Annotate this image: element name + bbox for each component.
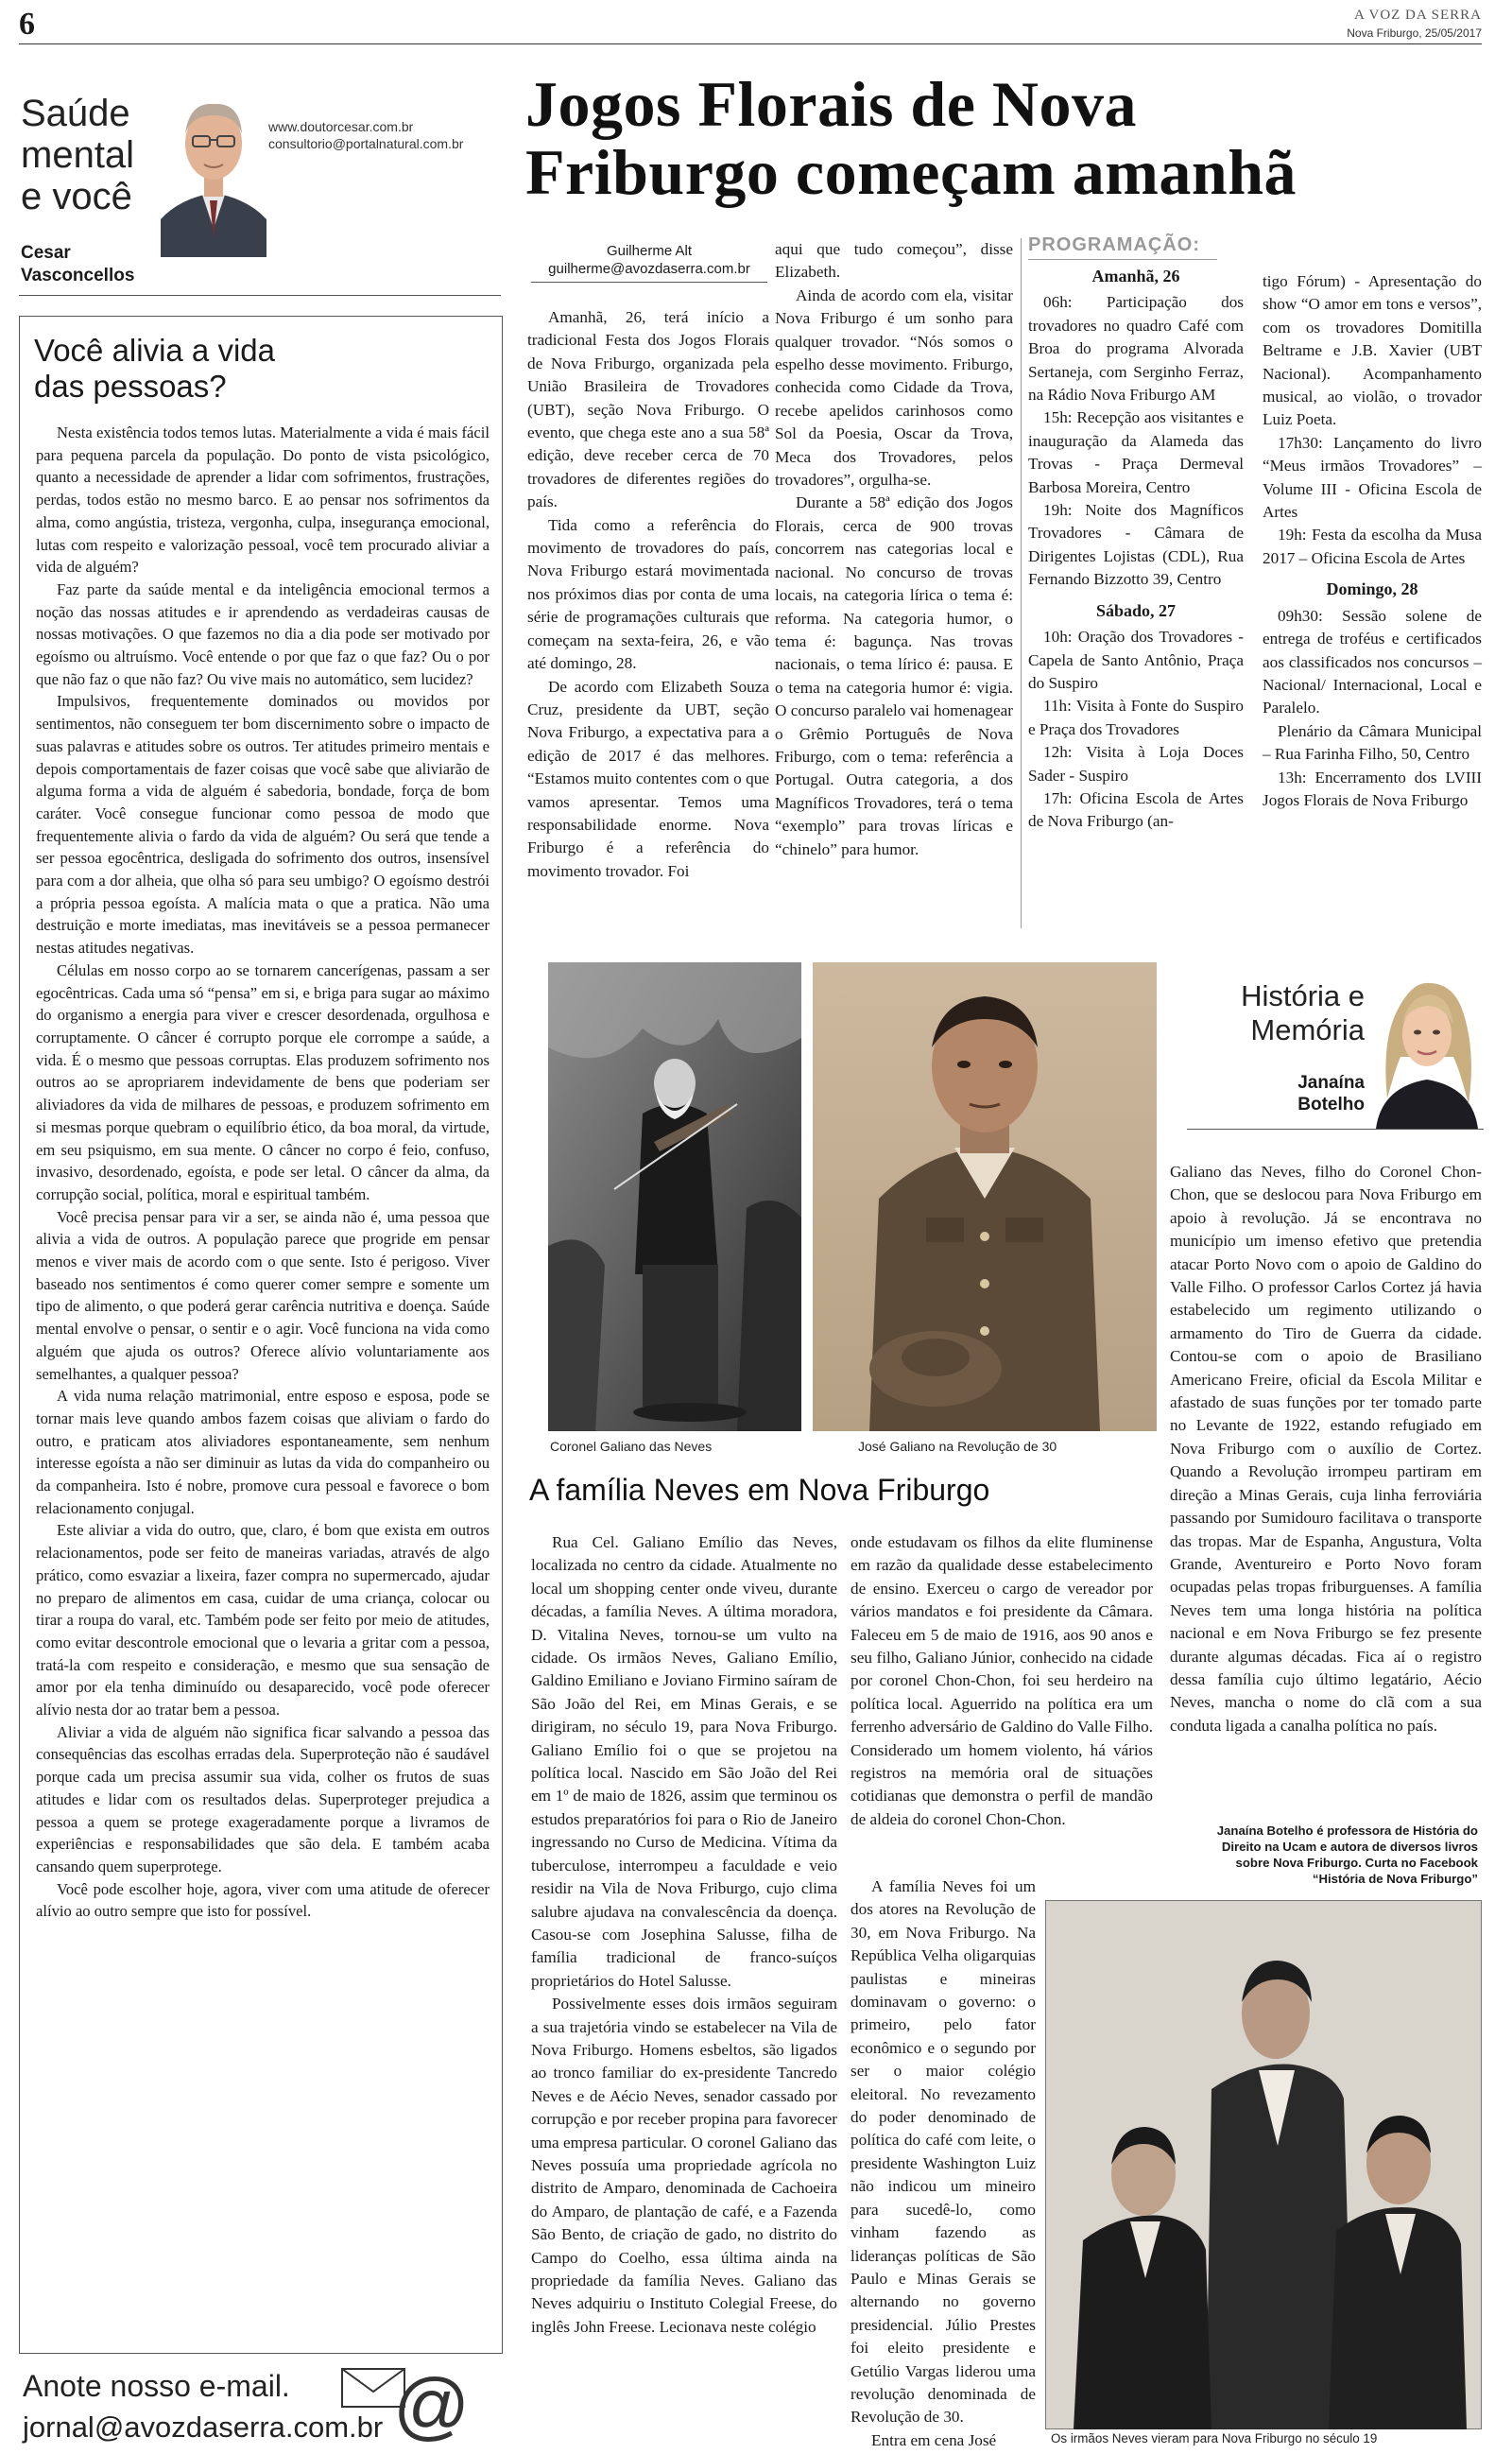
jogos-paragraph: Tida como a referência do movimento de trovadores do país, Nova Friburgo estará movimentada nos próximos dias por conta de uma série de programações culturais que começam na sexta-feira, 26, e vão até domingo, 28. [527, 515, 769, 673]
historia-col1 [531, 1531, 837, 2339]
historia-author-portrait [1368, 966, 1486, 1129]
column-email[interactable]: consultorio@portalnatural.com.br [268, 136, 464, 151]
column-paragraph: Aliviar a vida de alguém não significa ficar salvando a pessoa das consequências das escolhas erradas dela. Superproteção não é saudável porque cada um precisa assumir sua vida, colher os frutos de suas atitudes e lidar com os resultados delas. Superproteger prejudica a pessoa a quem se protege exageradamente porque a livramos de experiências e responsabilidades que são dela. E também acaba cansando quem superprotege. [36, 1722, 490, 1875]
program-item: 11h: Visita à Fonte do Suspiro e Praça dos Trovadores [1028, 697, 1244, 738]
historia-author [1191, 1072, 1365, 1115]
historia-paragraph: Possivelmente esses dois irmãos seguiram a sua trajetória vindo se estabelecer na Vila de Nova Friburgo. Homens esbeltos, são ligados ao tronco familiar do ex-presidente Tancredo Neves e de Aécio Neves, senador cassado por corrupção e por receber propina para favorecer uma empresa particular. O coronel Galiano das Neves possuía uma propriedade agrícola no distrito de Amparo, denominada de Cachoeira do Amparo, de plantação de café, e a Fazenda São Bento, de criação de gado, no distrito do Campo do Coelho, essa última ainda na propriedade da família Neves. Galiano das Neves adquiriu o Instituto Colegial Freese, do inglês John Freese. Lecionava neste colégio [531, 1995, 837, 2336]
program-item: 06h: Participação dos trovadores no quadro Café com Broa do programa Alvorada Sertaneja, com Serginho Ferraz, na Rádio Nova Friburgo AM [1028, 293, 1244, 405]
jogos-author [525, 242, 773, 278]
historia-section-title [1191, 979, 1365, 1047]
column-author-line: Cesar [21, 243, 71, 263]
program-item: 17h30: Lançamento do livro “Meus irmãos Trovadores” – Volume III - Oficina Escola de Artes [1263, 433, 1482, 522]
jogos-headline [525, 70, 1297, 206]
historia-section-line: Memória [1250, 1013, 1365, 1046]
promo-email[interactable]: jornal@avozdaserra.com.br [23, 2411, 384, 2444]
program-divider [1021, 238, 1022, 928]
historia-col2a [850, 1531, 1153, 1831]
at-symbol-icon: @ [393, 2363, 471, 2447]
historia-headline: A família Neves em Nova Friburgo [529, 1473, 990, 1507]
jogos-author-email[interactable]: guilherme@avozdaserra.com.br [548, 261, 750, 277]
jogos-author-name: Guilherme Alt [606, 243, 693, 259]
column-author [21, 242, 134, 287]
program-col2 [1263, 270, 1482, 812]
photo-violinist [548, 962, 801, 1431]
historia-bio: Janaína Botelho é professora de História do Direito na Ucam e autora de diversos livros sobre Nova Friburgo. Curta no Facebook “História de Nova Friburgo” [1216, 1823, 1478, 1886]
program-item: 10h: Oração dos Trovadores - Capela de Santo Antônio, Praça do Suspiro [1028, 628, 1244, 692]
email-promo [19, 2363, 503, 2450]
column-headline [34, 333, 275, 405]
column-headline-line: Você alivia a vida [34, 333, 275, 368]
dateline: Nova Friburgo, 25/05/2017 [1347, 26, 1482, 40]
program-item: 12h: Visita à Loja Doces Sader - Suspiro [1028, 743, 1244, 785]
jogos-paragraph: Durante a 58ª edição dos Jogos Florais, cerca de 900 trovas concorrem nas categorias local e nacional. No concurso de trovas locais, na categoria lírica o tema é: reforma. Na categoria humor, o tema é: bagunça. Nas trovas nacionais, o tema lírico é: pausa. E o tema na categoria humor é: vigia. O concurso paralelo vai homenagear o Grêmio Português de Nova Friburgo, com o tema: referência a Portugal. Outra categoria, a dos Magníficos Trovadores, terá o tema “exemplo” para trovas líricas e “chinelo” para humor. [775, 493, 1013, 858]
photo-brothers [1045, 1900, 1482, 2429]
column-paragraph: Nesta existência todos temos lutas. Materialmente a vida é mais fácil para pequena parcela da população. Do ponto de vista psicológico, quanto a necessidade de aprender a lidar com sofrimentos, frustrações, perdas, todos estão no mesmo barco. E ao pensar nos sofrimentos da alma, como angústia, tristeza, vergonha, culpa, insegurança emocional, lutas com respeito e valorização pessoal, você tem procurado aliviar a vida de alguém? [36, 423, 490, 577]
column-title-line: e você [21, 176, 132, 217]
historia-author-line: Janaína [1297, 1073, 1365, 1093]
column-paragraph: Impulsivos, frequentemente dominados ou movidos por sentimentos, não conseguem ter bom discernimento sobre o impacto de suas palavras e atitudes sobre os outros. Ter atitudes primeiro mentais e depois comportamentais de fazer coisas que você sabe que aliviarão de alguma forma a vida de alguém é sabedoria, bondade, força de bom caráter. Você consegue funcionar como pessoa de modo que frequentemente alivia o fardo da vida de alguém? Ou será que tende a ser pessoa egocêntrica, desligada do sofrimento dos outros, insensível para com a dor alheia, que olha só para seu umbigo? O egoísmo destrói a própria pessoa egoísta. A malícia mata o que a pratica. Não uma destruição e morte imediatas, mas inevitáveis se a pessoa permanecer nestas atitudes negativas. [36, 692, 490, 958]
column-body [36, 422, 490, 1923]
program-item: 17h: Oficina Escola de Artes de Nova Friburgo (an- [1028, 788, 1244, 831]
program-col1 [1028, 257, 1244, 834]
jogos-paragraph: Amanhã, 26, terá início a tradicional Festa dos Jogos Florais de Nova Friburgo, organizada pela União Brasileira de Trovadores (UBT), seção Nova Friburgo. O evento, que chega este ano a sua 58ª edição, deve receber cerca de 70 trovadores de diferentes regiões do país. [527, 308, 769, 511]
program-day-heading: Amanhã, 26 [1091, 267, 1180, 285]
newspaper-name: A VOZ DA SERRA [1354, 8, 1482, 23]
program-item: Plenário da Câmara Municipal – Rua Farinha Filho, 50, Centro [1263, 721, 1482, 764]
historia-paragraph: Entra em cena José [871, 2430, 997, 2449]
photo-caption: Coronel Galiano das Neves [550, 1439, 713, 1454]
column-title-line: mental [21, 134, 135, 176]
program-item: 13h: Encerramento dos LVIII Jogos Florais de Nova Friburgo [1263, 768, 1482, 809]
program-item: 19h: Noite dos Magníficos Trovadores - Câmara de Dirigentes Lojistas (CDL), Rua Fernando Bizzotto 39, Centro [1028, 501, 1244, 589]
jogos-headline-line: Friburgo começam amanhã [525, 136, 1297, 208]
historia-paragraph: Galiano das Neves, filho do Coronel Chon-Chon, que se deslocou para Nova Friburgo em apoio à revolução. Já se encontrava no município um imenso efetivo que pretendia atacar Porto Novo com o apoio de Galdino do Valle Filho. O professor Carlos Cortez já havia estabelecido um regimento utilizando o armamento do Tiro de Guerra da cidade. Contou-se com o apoio de Brasiliano Americano Freire, oficial da Escola Militar e afastado de suas funções por ter tomado parte no Levante de 1922, estando refugiado em Nova Friburgo com o auxílio de Cortez. Quando a Revolução irrompeu partiram em direção a Minas Gerais, cuja linha ferroviária passando por Sumidouro facilitava o transporte das tropas. Mar de Espanha, Angustura, Volta Grande, Aventureiro e Porto Novo foram ocupadas pelas tropas friburguenses. A família Neves tem uma longa história na política nacional e em Nova Friburgo se fez presente durante algumas décadas. Fica aí o registro dessa família cujo último legatário, Aécio Neves, mancha o nome do clã com a sua conduta ligada a canalha política no país. [1170, 1163, 1482, 1735]
column-paragraph: Faz parte da saúde mental e da inteligência emocional termos a noção das nossas atitudes e ir aprendendo as verdadeiras causas de nossas motivações. O que fazemos no dia a dia pode ser motivado por egoísmo ou altruísmo. Você entende o por que faz o que faz? Ou o por que não faz o que não faz? Ou vive mais no automático, sem lucidez? [36, 579, 490, 688]
program-item: 15h: Recepção aos visitantes e inauguração da Alameda das Trovas - Praça Dermeval Barbosa Moreira, Centro [1028, 408, 1244, 496]
historia-rule [1187, 1129, 1484, 1130]
historia-col2b [850, 1875, 1036, 2452]
column-paragraph: Este aliviar a vida do outro, que, claro, é bom que exista em outros relacionamentos, pode ser feito de maneiras variadas, através de algo prático, como esvaziar a lixeira, fazer compra no supermercado, ajudar no preparo de alimentos em casa, cuidar de uma criança, colocar ou tirar a roupa do varal, etc. Também pode ser feito por meio de atitudes, como evitar descontrole emocional que o levaria a gritar com a pessoa, tratá-la com respeito e consideração, e mesmo que sua sensação de amor por ela tenha diminuído ou desaparecido, você pode oferecer alívio nesta dor ao tratar bem a pessoa. [36, 1521, 490, 1720]
jogos-col1 [527, 306, 769, 883]
program-item: 09h30: Sessão solene de entrega de troféus e certificados aos classificados nos concursos – Nacional/ Internacional, Local e Paralelo. [1263, 606, 1482, 717]
author-underline [531, 282, 767, 283]
jogos-col2 [775, 238, 1013, 861]
photo-caption: José Galiano na Revolução de 30 [858, 1439, 1057, 1454]
column-paragraph: A vida numa relação matrimonial, entre esposo e esposa, pode se tornar mais leve quando ambos fazem coisas que aliviam o fardo do outro, e praticam atos aliviadores espontaneamente, sem nenhum interesse egoísta a não ser diminuir as lutas da vida do companheiro ou da companheira. Isto é nobre, promove cura pessoal e favorece o bom relacionamento conjugal. [36, 1387, 490, 1517]
column-paragraph: Você precisa pensar para vir a ser, se ainda não é, uma pessoa que alivia a vida de outros. A população parece que progride em pensar menos e viver mais de acordo com o que sente. Isto é perigoso. Viver baseado nos sentimentos é como querer comer sempre e somente um tipo de alimento, o que poderá gerar carência nutritiva e doença. Saúde mental envolve o pensar, o sentir e o agir. Você funciona na vida como alguém que ajuda os outros? Oferece alívio voluntariamente aos semelhantes, a qualquer pessoa? [36, 1207, 490, 1383]
column-paragraph: Células em nosso corpo ao se tornarem cancerígenas, passam a ser egocêntricas. Cada uma só “pensa” em si, e briga para sugar ao máximo do organismo a energia para viver e crescer desordenada, orgulhosa e corruptamente. O câncer é corrupto porque ele corrompe a saúde, a vida. É o mesmo que pessoas corruptas. Elas produzem sofrimento nos outros ao se apropriarem indevidamente de bens que poderiam ser aliviadores da vida de milhares de pessoas, e produzem sofrimento em si mesmas porque quebram o equilíbrio ético, da boa moral, da virtude, em seu psiquismo, em sua mente. O câncer no corpo é feio, confuso, invasivo, desordenado, egoísta, e pode ser letal. O câncer da alma, da corrupção social, política, moral e espiritual também. [36, 960, 490, 1203]
photo-officer [813, 962, 1157, 1431]
program-item: tigo Fórum) - Apresentação do show “O amor em tons e versos”, com os trovadores Domitilla Beltrame e J.B. Xavier (UBT Nacional). Acompanhamento musical, ao violão, o trovador Luiz Poeta. [1263, 272, 1482, 429]
column-website[interactable]: www.doutorcesar.com.br [268, 119, 414, 134]
historia-paragraph: onde estudavam os filhos da elite fluminense em razão da qualidade desse estabelecimento de ensino. Exerceu o cargo de vereador por vários mandatos e foi presidente da Câmara. Faleceu em 5 de maio de 1916, aos 90 anos e seu filho, Galiano Júnior, conhecido na cidade por coronel Chon-Chon, foi seu herdeiro na política local. Aguerrido na política era um ferrenho adversário de Galdino do Valle Filho. Considerado um homem violento, há vários registros na memória oral de situações cotidianas que demonstra o perfil de mandão de aldeia do coronel Chon-Chon. [850, 1533, 1153, 1828]
historia-author-line: Botelho [1297, 1095, 1365, 1115]
jogos-paragraph: Ainda de acordo com ela, visitar Nova Friburgo é um sonho para qualquer trovador. “Nós somos o espelho desse movimento. Friburgo, conhecida como Cidade da Trova, recebe apelidos carinhosos como Sol da Poesia, Oscar da Trova, Meca dos Trovadores, pelos trovadores”, orgulha-se. [775, 285, 1013, 490]
historia-paragraph: A família Neves foi um dos atores na Revolução de 30, em Nova Friburgo. Na República Velha oligarquias paulistas e mineiras dominavam o governo: o primeiro, pelo fator econômico e o segundo por ser o maior colégio eleitoral. No revezamento do poder denominado de política do café com leite, o presidente Washington Luiz não indicou um mineiro para sucedê-lo, como vinham fazendo as lideranças políticas de São Paulo e Minas Gerais se alternando no governo presidencial. Júlio Prestes foi eleito presidente e Getúlio Vargas liderou uma revolução denominada de Revolução de 30. [850, 1877, 1036, 2427]
author-portrait [161, 78, 266, 257]
header-rule [19, 43, 1482, 44]
column-author-line: Vasconcellos [21, 266, 135, 285]
promo-line: Anote nosso e-mail. [23, 2369, 290, 2403]
program-label: PROGRAMAÇÃO: [1028, 234, 1200, 255]
column-headline-line: das pessoas? [34, 369, 227, 404]
historia-section-line: História e [1241, 979, 1365, 1012]
historia-col3 [1170, 1161, 1482, 1737]
column-title [21, 93, 134, 217]
photo-caption: Os irmãos Neves vieram para Nova Friburgo no século 19 [1051, 2431, 1378, 2445]
column-title-line: Saúde [21, 93, 130, 134]
program-day-heading: Sábado, 27 [1095, 600, 1177, 620]
jogos-headline-line: Jogos Florais de Nova [525, 68, 1138, 140]
program-item: 19h: Festa da escolha da Musa 2017 – Oficina Escola de Artes [1263, 526, 1482, 567]
author-rule [19, 295, 501, 296]
page-number: 6 [19, 7, 35, 42]
jogos-paragraph: De acordo com Elizabeth Souza Cruz, presidente da UBT, seção Nova Friburgo, a expectativa para a edição de 2017 é das melhores. “Estamos muito contentes com o que vamos apresentar. Temos uma responsabilidade enorme. Nova Friburgo é a referência do movimento trovador. Foi [527, 677, 769, 880]
column-paragraph: Você pode escolher hoje, agora, viver com uma atitude de oferecer alívio ao outro sempre que isto for possível. [36, 1879, 490, 1921]
jogos-paragraph: aqui que tudo começou”, disse Elizabeth. [775, 240, 1013, 282]
historia-paragraph: Rua Cel. Galiano Emílio das Neves, localizada no centro da cidade. Atualmente no local um shopping center onde viveu, durante décadas, a família Neves. A última moradora, D. Vitalina Neves, tornou-se um vulto na cidade. Os irmãos Neves, Galiano Emílio, Galdino Emiliano e Joviano Firmino saíram de São João del Rei, em Minas Gerais, e se dirigiram, no século 19, para Nova Friburgo. Galiano Emílio foi o que se projetou na política local. Nascido em São João del Rei em 1º de maio de 1826, assim que terminou os estudos preparatórios foi para o Rio de Janeiro ingressando no Curso de Medicina. Vítima da tuberculose, interrompeu a faculdade e veio residir na Vila de Nova Friburgo, cujo clima salubre ajudava na convalescência da doença. Casou-se com Josephina Salusse, filha de família tradicional de franco-suíços proprietários do Hotel Salusse. [531, 1533, 837, 1990]
program-day-heading: Domingo, 28 [1326, 579, 1418, 599]
